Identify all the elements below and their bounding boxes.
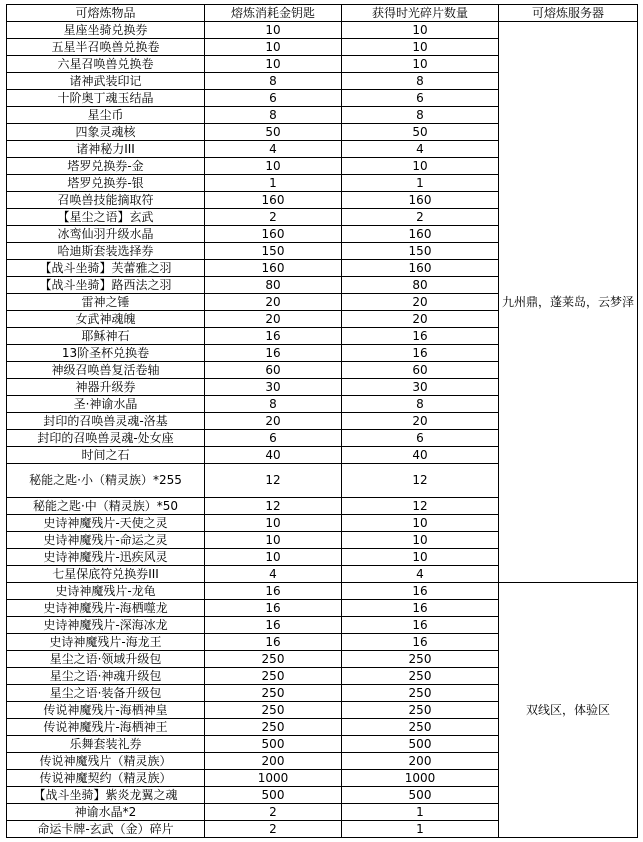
gain-cell: 250 <box>342 668 499 685</box>
item-name-cell: 耶稣神石 <box>7 328 205 345</box>
cost-cell: 80 <box>205 277 342 294</box>
item-name-cell: 星尘之语·装备升级包 <box>7 685 205 702</box>
cost-cell: 20 <box>205 413 342 430</box>
gain-cell: 10 <box>342 22 499 39</box>
item-name-cell: 【战斗坐骑】紫炎龙翼之魂 <box>7 787 205 804</box>
cost-cell: 2 <box>205 209 342 226</box>
gain-cell: 10 <box>342 56 499 73</box>
gain-cell: 16 <box>342 583 499 600</box>
gain-cell: 160 <box>342 226 499 243</box>
item-name-cell: 神谕水晶*2 <box>7 804 205 821</box>
smelting-table <box>6 4 638 838</box>
cost-cell: 30 <box>205 379 342 396</box>
cost-cell: 60 <box>205 362 342 379</box>
gain-cell: 160 <box>342 260 499 277</box>
cost-cell: 8 <box>205 107 342 124</box>
cost-cell: 200 <box>205 753 342 770</box>
gain-cell: 10 <box>342 39 499 56</box>
item-name-cell: 星尘之语·领域升级包 <box>7 651 205 668</box>
cost-cell: 500 <box>205 736 342 753</box>
header-server: 可熔炼服务器 <box>499 5 638 22</box>
gain-cell: 50 <box>342 124 499 141</box>
cost-cell: 20 <box>205 294 342 311</box>
item-name-cell: 史诗神魔残片-龙龟 <box>7 583 205 600</box>
cost-cell: 10 <box>205 532 342 549</box>
gain-cell: 30 <box>342 379 499 396</box>
item-name-cell: 史诗神魔残片-天使之灵 <box>7 515 205 532</box>
gain-cell: 16 <box>342 328 499 345</box>
cost-cell: 16 <box>205 617 342 634</box>
gain-cell: 6 <box>342 430 499 447</box>
cost-cell: 2 <box>205 821 342 838</box>
gain-cell: 1 <box>342 175 499 192</box>
item-name-cell: 乐舞套装礼券 <box>7 736 205 753</box>
item-name-cell: 传说神魔契约（精灵族） <box>7 770 205 787</box>
gain-cell: 160 <box>342 192 499 209</box>
cost-cell: 8 <box>205 396 342 413</box>
cost-cell: 250 <box>205 702 342 719</box>
gain-cell: 2 <box>342 209 499 226</box>
item-name-cell: 传说神魔残片-海栖神皇 <box>7 702 205 719</box>
cost-cell: 2 <box>205 804 342 821</box>
gain-cell: 12 <box>342 464 499 498</box>
cost-cell: 1 <box>205 175 342 192</box>
cost-cell: 40 <box>205 447 342 464</box>
cost-cell: 160 <box>205 226 342 243</box>
cost-cell: 250 <box>205 719 342 736</box>
gain-cell: 250 <box>342 651 499 668</box>
item-name-cell: 哈迪斯套装选择券 <box>7 243 205 260</box>
cost-cell: 160 <box>205 260 342 277</box>
item-name-cell: 塔罗兑换券-银 <box>7 175 205 192</box>
item-name-cell: 诸神武装印记 <box>7 73 205 90</box>
item-name-cell: 塔罗兑换券-金 <box>7 158 205 175</box>
header-cost: 熔炼消耗金钥匙 <box>205 5 342 22</box>
cost-cell: 10 <box>205 22 342 39</box>
item-name-cell: 封印的召唤兽灵魂-处女座 <box>7 430 205 447</box>
item-name-cell: 时间之石 <box>7 447 205 464</box>
gain-cell: 10 <box>342 549 499 566</box>
cost-cell: 1000 <box>205 770 342 787</box>
cost-cell: 16 <box>205 345 342 362</box>
cost-cell: 12 <box>205 464 342 498</box>
cost-cell: 6 <box>205 90 342 107</box>
gain-cell: 250 <box>342 685 499 702</box>
gain-cell: 8 <box>342 107 499 124</box>
gain-cell: 20 <box>342 413 499 430</box>
item-name-cell: 召唤兽技能摘取符 <box>7 192 205 209</box>
item-name-cell: 星尘币 <box>7 107 205 124</box>
cost-cell: 12 <box>205 498 342 515</box>
cost-cell: 16 <box>205 634 342 651</box>
server-cell: 双线区，体验区 <box>499 583 638 838</box>
cost-cell: 250 <box>205 685 342 702</box>
cost-cell: 8 <box>205 73 342 90</box>
cost-cell: 10 <box>205 158 342 175</box>
gain-cell: 20 <box>342 294 499 311</box>
gain-cell: 16 <box>342 600 499 617</box>
gain-cell: 16 <box>342 617 499 634</box>
gain-cell: 10 <box>342 515 499 532</box>
cost-cell: 50 <box>205 124 342 141</box>
item-name-cell: 神器升级券 <box>7 379 205 396</box>
item-name-cell: 圣·神谕水晶 <box>7 396 205 413</box>
item-name-cell: 神级召唤兽复活卷轴 <box>7 362 205 379</box>
header-gain: 获得时光碎片数量 <box>342 5 499 22</box>
item-name-cell: 星尘之语·神魂升级包 <box>7 668 205 685</box>
cost-cell: 16 <box>205 583 342 600</box>
cost-cell: 500 <box>205 787 342 804</box>
gain-cell: 200 <box>342 753 499 770</box>
item-name-cell: 四象灵魂核 <box>7 124 205 141</box>
item-name-cell: 雷神之锤 <box>7 294 205 311</box>
gain-cell: 4 <box>342 141 499 158</box>
gain-cell: 6 <box>342 90 499 107</box>
item-name-cell: 传说神魔残片（精灵族） <box>7 753 205 770</box>
table-row <box>7 583 638 600</box>
server-cell: 九州鼎，蓬莱岛，云梦泽 <box>499 22 638 583</box>
item-name-cell: 十阶奥丁魂玉结晶 <box>7 90 205 107</box>
item-name-cell: 秘能之匙·中（精灵族）*50 <box>7 498 205 515</box>
item-name-cell: 冰鸾仙羽升级水晶 <box>7 226 205 243</box>
cost-cell: 150 <box>205 243 342 260</box>
cost-cell: 160 <box>205 192 342 209</box>
gain-cell: 8 <box>342 396 499 413</box>
item-name-cell: 七星保底符兑换券III <box>7 566 205 583</box>
item-name-cell: 史诗神魔残片-迅疾风灵 <box>7 549 205 566</box>
gain-cell: 250 <box>342 702 499 719</box>
cost-cell: 4 <box>205 566 342 583</box>
item-name-cell: 史诗神魔残片-海栖噬龙 <box>7 600 205 617</box>
cost-cell: 6 <box>205 430 342 447</box>
cost-cell: 10 <box>205 39 342 56</box>
item-name-cell: 五星半召唤兽兑换卷 <box>7 39 205 56</box>
item-name-cell: 【战斗坐骑】芙蕾雅之羽 <box>7 260 205 277</box>
cost-cell: 10 <box>205 549 342 566</box>
gain-cell: 500 <box>342 736 499 753</box>
item-name-cell: 女武神魂魄 <box>7 311 205 328</box>
item-name-cell: 传说神魔残片-海栖神王 <box>7 719 205 736</box>
gain-cell: 16 <box>342 634 499 651</box>
gain-cell: 4 <box>342 566 499 583</box>
item-name-cell: 六星召唤兽兑换卷 <box>7 56 205 73</box>
cost-cell: 10 <box>205 56 342 73</box>
table-body <box>7 22 638 838</box>
gain-cell: 8 <box>342 73 499 90</box>
gain-cell: 60 <box>342 362 499 379</box>
gain-cell: 150 <box>342 243 499 260</box>
item-name-cell: 星座坐骑兑换券 <box>7 22 205 39</box>
item-name-cell: 封印的召唤兽灵魂-洛基 <box>7 413 205 430</box>
table-row <box>7 22 638 39</box>
header-row <box>7 5 638 22</box>
gain-cell: 80 <box>342 277 499 294</box>
cost-cell: 250 <box>205 668 342 685</box>
cost-cell: 20 <box>205 311 342 328</box>
item-name-cell: 【战斗坐骑】路西法之羽 <box>7 277 205 294</box>
gain-cell: 40 <box>342 447 499 464</box>
item-name-cell: 史诗神魔残片-海龙王 <box>7 634 205 651</box>
gain-cell: 1 <box>342 821 499 838</box>
item-name-cell: 13阶圣杯兑换卷 <box>7 345 205 362</box>
cost-cell: 250 <box>205 651 342 668</box>
gain-cell: 1 <box>342 804 499 821</box>
item-name-cell: 史诗神魔残片-深海冰龙 <box>7 617 205 634</box>
gain-cell: 1000 <box>342 770 499 787</box>
cost-cell: 16 <box>205 600 342 617</box>
item-name-cell: 秘能之匙·小（精灵族）*255 <box>7 464 205 498</box>
header-item: 可熔炼物品 <box>7 5 205 22</box>
gain-cell: 500 <box>342 787 499 804</box>
gain-cell: 20 <box>342 311 499 328</box>
cost-cell: 4 <box>205 141 342 158</box>
gain-cell: 250 <box>342 719 499 736</box>
item-name-cell: 命运卡牌-玄武（金）碎片 <box>7 821 205 838</box>
item-name-cell: 诸神秘力III <box>7 141 205 158</box>
gain-cell: 16 <box>342 345 499 362</box>
item-name-cell: 【星尘之语】玄武 <box>7 209 205 226</box>
item-name-cell: 史诗神魔残片-命运之灵 <box>7 532 205 549</box>
cost-cell: 16 <box>205 328 342 345</box>
gain-cell: 10 <box>342 532 499 549</box>
cost-cell: 10 <box>205 515 342 532</box>
gain-cell: 10 <box>342 158 499 175</box>
gain-cell: 12 <box>342 498 499 515</box>
